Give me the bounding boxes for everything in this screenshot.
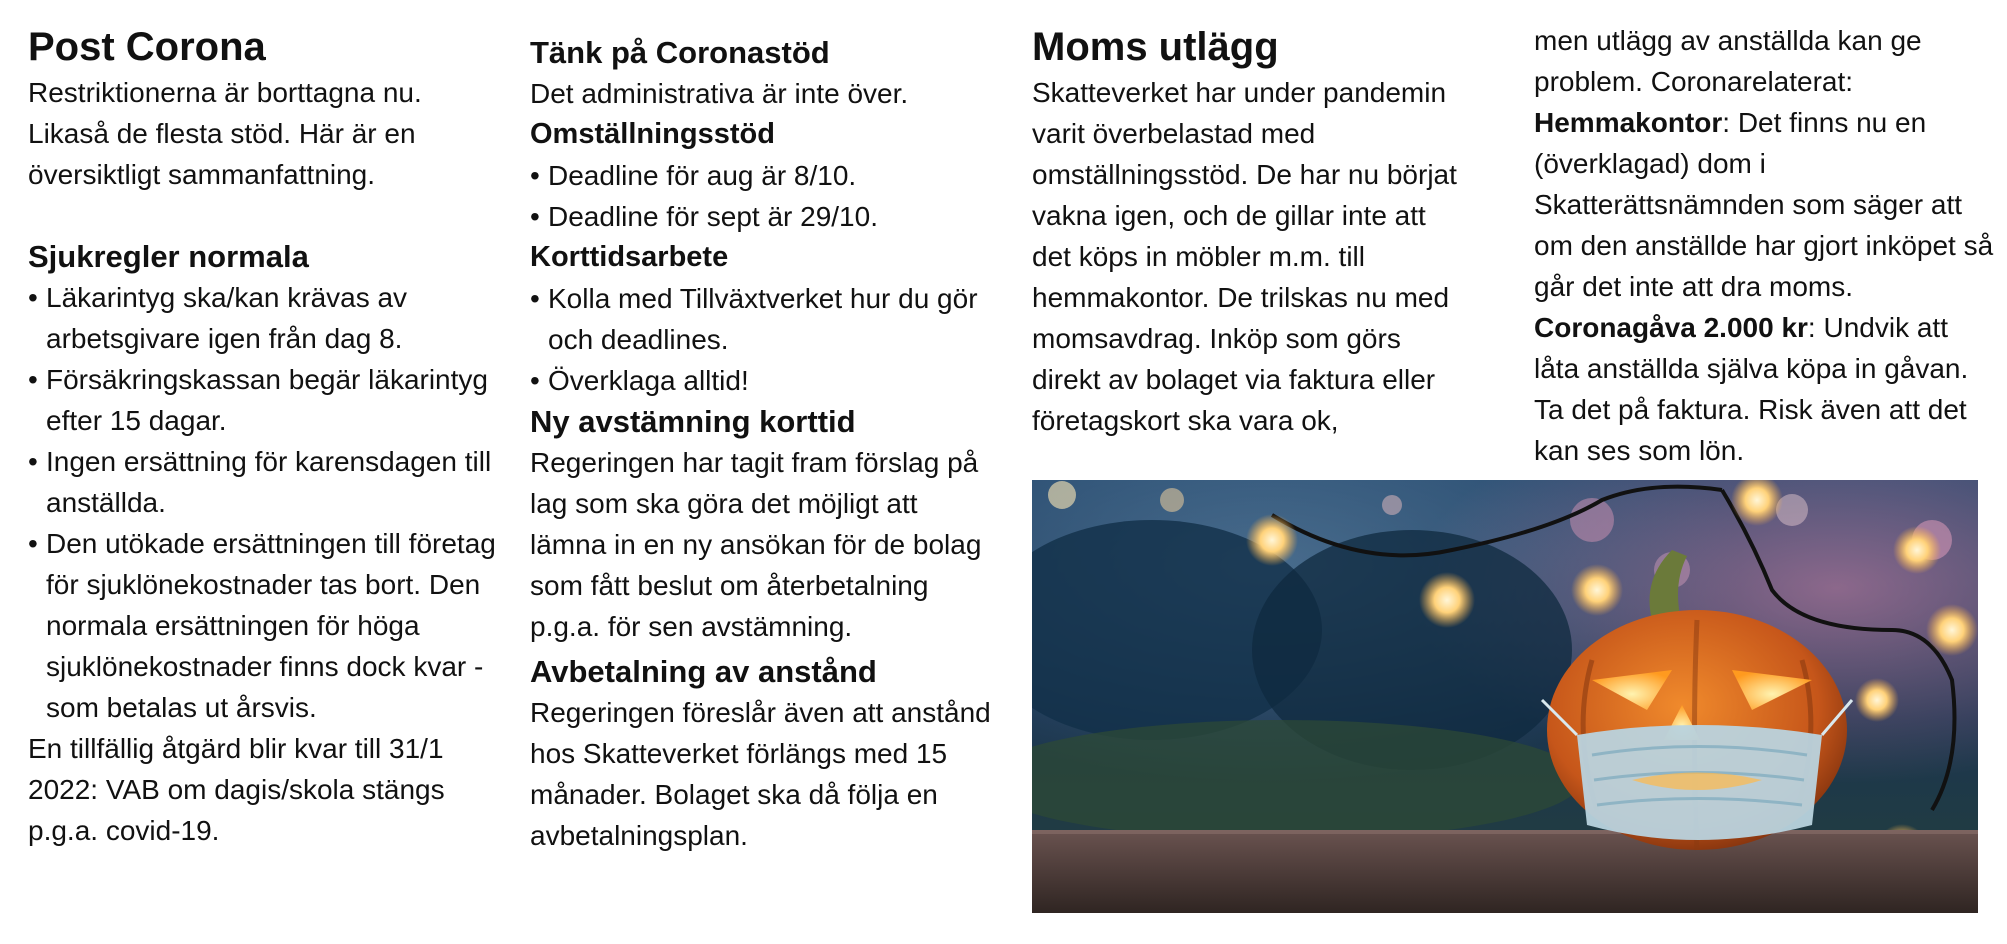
list-item: • Överklaga alltid! (530, 360, 1000, 401)
list-item: • Ingen ersättning för karensdagen till anställda. (28, 441, 498, 523)
post-corona-title: Post Corona (28, 25, 266, 69)
column-moms-utlagg (1032, 20, 1502, 441)
coronastod-intro: Det administrativa är inte över. (530, 78, 909, 109)
hemmakontor-paragraph (1534, 102, 1994, 307)
avbetalning-heading: Avbetalning av anstånd (530, 654, 877, 689)
jack-o-lantern-with-face-mask-photo (1032, 480, 1978, 913)
list-item: • Kolla med Tillväxtverket hur du gör och deadlines. (530, 278, 1000, 360)
korttidsarbete-list (530, 278, 1000, 401)
coronagava-label: Coronagåva 2.000 kr (1534, 312, 1808, 343)
moms-continued-text: men utlägg av anställda kan ge problem. Coronarelaterat: (1534, 25, 1922, 97)
ny-avstamning-text: Regeringen har tagit fram förslag på lag som ska göra det möjligt att lämna in en ny ansökan för de bolag som fått beslut om återbetalning p.g.a. för sen avstämning. (530, 447, 982, 642)
coronastod-heading: Tänk på Coronastöd (530, 35, 830, 70)
list-item: • Den utökade ersättningen till företag för sjuklönekostnader tas bort. Den normala ersättningen för höga sjuklönekostnader finns dock kvar - som betalas ut årsvis. (28, 523, 498, 728)
column-post-corona (28, 20, 498, 851)
coronagava-paragraph (1534, 307, 1994, 471)
moms-utlagg-text: Skatteverket har under pandemin varit överbelastad med omställningsstöd. De har nu börjat vakna igen, och de gillar inte att det köps in möbler m.m. till hemmakontor. De trilskas nu med momsavdrag. Inköp som görs direkt av bolaget via faktura eller företagskort ska vara ok, (1032, 77, 1457, 436)
moms-utlagg-title: Moms utlägg (1032, 25, 1279, 69)
hemmakontor-label: Hemmakontor (1534, 107, 1723, 138)
post-corona-intro: Restriktionerna är borttagna nu. Likaså de flesta stöd. Här är en översiktligt sammanfattning. (28, 77, 422, 190)
temporary-measure-text: En tillfällig åtgärd blir kvar till 31/1 2022: VAB om dagis/skola stängs p.g.a. covid-19. (28, 733, 445, 846)
ny-avstamning-heading: Ny avstämning korttid (530, 404, 856, 439)
avbetalning-text: Regeringen föreslår även att anstånd hos Skatteverket förlängs med 15 månader. Bolaget ska då följa en avbetalningsplan. (530, 697, 991, 851)
coronagava-text: : Undvik att låta anställda själva köpa in gåvan. Ta det på faktura. Risk även att det kan ses som lön. (1534, 312, 1969, 466)
column-coronastod (530, 20, 1000, 856)
hemmakontor-text: : Det finns nu en (överklagad) dom i Skatterättsnämnden som säger att om den anställde har gjort inköpet så går det inte att dra moms. (1534, 107, 1994, 302)
list-item: • Läkarintyg ska/kan krävas av arbetsgivare igen från dag 8. (28, 277, 498, 359)
list-item: • Deadline för aug är 8/10. (530, 155, 1000, 196)
spacer (28, 195, 498, 236)
korttidsarbete-heading: Korttidsarbete (530, 241, 729, 273)
list-item: • Försäkringskassan begär läkarintyg efter 15 dagar. (28, 359, 498, 441)
sick-rules-heading: Sjukregler normala (28, 239, 309, 274)
column-moms-continued (1534, 20, 1994, 471)
omstallningsstod-heading: Omställningsstöd (530, 118, 775, 150)
omstallningsstod-list (530, 155, 1000, 237)
list-item: • Deadline för sept är 29/10. (530, 196, 1000, 237)
sick-rules-list (28, 277, 498, 728)
